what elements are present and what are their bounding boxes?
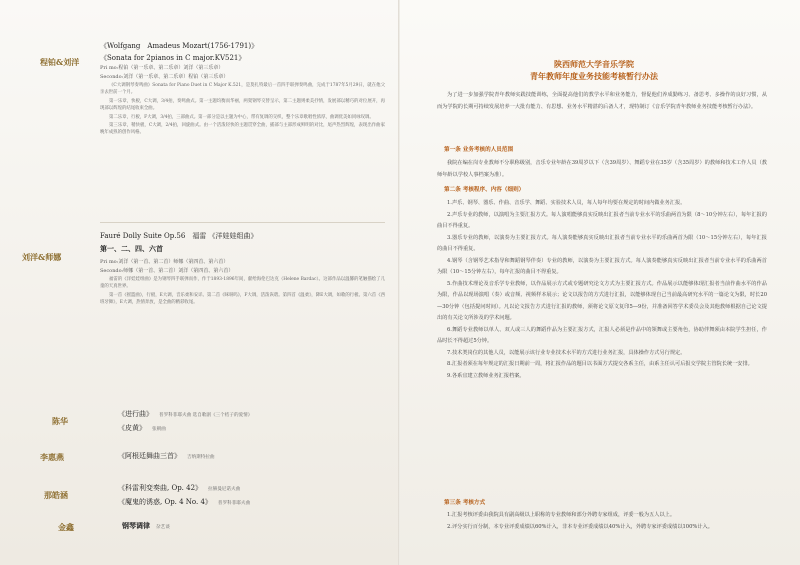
mozart-composer: 《Wolfgang Amadeus Mozart(1756-1791)》	[100, 42, 259, 50]
program-piece	[118, 422, 252, 436]
mozart-primo: Pri mo:程铂（第一乐章、第二乐章）刘洋（第三乐章）	[100, 65, 224, 71]
program-item	[0, 448, 400, 478]
article-3-heading: 第三条 考核方式	[444, 500, 486, 506]
faure-section	[100, 230, 385, 308]
article-1-heading: 第一条 业务考核的人员范围	[444, 147, 514, 153]
program-piece	[122, 520, 170, 534]
article-2-heading: 第二条 考核程序、内容（细则）	[444, 187, 525, 193]
program-piece	[118, 496, 250, 510]
article-2-item: 5.作曲技术理论及音乐学专业教师，以作品展示方式或专题研究论文方式为主要汇报方式。作品展示以能够体现汇报者当前作曲水平的作品为限，作品以现场演唱（奏）或音频、视频样本展示；论文以报告的方式进行汇报，以能够体现自己当前最高研究水平的一篇论文为限，时长20—30分钟（包括提问时间）。凡以论文报告方式进行汇报的教师，须将论文原文复印5—9份，并准备回答学术委员会及其他教师根据自己论文提出的有关论文所涉及的学术问题。	[437, 280, 767, 321]
performers-mozart: 程铂&刘洋	[40, 57, 80, 67]
piece-title: 《皮黄》	[118, 424, 146, 432]
program-performer: 金鑫	[58, 522, 74, 532]
article-3-item: 1.汇报考核评委由我院具有副高级以上职称的专业教师和部分外聘专家组成，评委一般为五人以上。	[447, 512, 676, 518]
program-piece	[118, 482, 250, 496]
mozart-para-1: 《C大调钢琴奏鸣曲》Sonata for Piano Duet in C Major K.521，是莫扎特最后一首四手联弹奏鸣曲，完成于1787年5月29日，就在他父亲去世前一个月。	[100, 83, 385, 96]
article-2-item: 9.各系宜建立教师业务汇报档案。	[447, 372, 525, 379]
mozart-section	[100, 40, 385, 138]
piece-title: 《进行曲》	[118, 410, 153, 418]
program-piece	[118, 450, 215, 464]
piece-composer: 拉赫曼尼诺夫曲	[208, 487, 241, 492]
program-piece	[118, 408, 252, 422]
piece-title: 《阿根廷舞曲三首》	[118, 452, 181, 460]
regulation-header	[464, 58, 724, 82]
piece-composer: 普罗科菲耶夫曲 选自歌剧《三个桔子的爱情》	[159, 413, 253, 418]
piece-title: 钢琴调律	[122, 521, 150, 530]
performers-faure: 刘洋&师娜	[22, 252, 62, 262]
program-item	[0, 482, 400, 512]
institution-name: 陕西师范大学音乐学院	[554, 59, 634, 69]
mozart-para-4: 第三乐章，稍快板，C大调，2/4拍，回旋曲式。由一个活泼轻快的主题贯穿全曲，插部与主部形成鲜明的对比，尾声热烈辉煌，表现出作曲家晚年成熟的创作风格。	[100, 123, 385, 136]
article-2-body	[437, 198, 767, 382]
article-2-item: 2.声乐专业的教师，以演唱为主要汇报方式。每人演唱能够真实反映出汇报者当前专业水平的乐曲两首为限（8～10分钟左右），每年汇报的曲目不得重复。	[437, 211, 767, 229]
piece-title: 《魔鬼的诱惑, Op. 4 No. 4》	[118, 498, 212, 506]
regulation-intro	[437, 90, 767, 113]
program-performer: 那皓涵	[44, 490, 68, 500]
program-item	[0, 408, 400, 438]
piece-title: 《科雷利变奏曲, Op. 42》	[118, 484, 203, 492]
article-3-body	[437, 510, 767, 533]
piece-composer: 张朝曲	[152, 427, 166, 432]
program-performer: 陈华	[52, 416, 68, 426]
divider	[100, 222, 385, 223]
mozart-para-2: 第一乐章，快板，C大调，3/4拍，奏鸣曲式。第一主题均衡而华丽，两架钢琴交替呈示，第二主题则柔美抒情，发展部以精巧的对位展开，再现部以辉煌的结尾收束全曲。	[100, 98, 385, 112]
article-2-item: 3.器乐专业的教师，以演奏为主要汇报方式。每人演奏能够真实反映出汇报者当前专业水平的乐曲两首为限（10～15分钟左右），每年汇报的曲目不得重复。	[437, 234, 767, 252]
faure-title: Fauré Dolly Suite Op.56 福雷 《洋娃娃组曲》	[100, 232, 258, 240]
piece-composer: 杂艺谈	[156, 525, 170, 530]
article-2-item: 1.声乐、钢琴、器乐、作曲、音乐学、舞蹈、实验技术人员，每人每年均要在规定的时间内做业务汇报。	[447, 200, 686, 206]
article-1-text: 我院在编在岗专业教师不分职称级别，音乐专业年龄在39周岁以下（含39周岁）、舞蹈专业在35岁（含35周岁）的教师和技术工作人员（教师年龄以学校人事档案为准）。	[437, 160, 767, 178]
article-2-item: 4.钢琴（含钢琴艺术指导和舞蹈钢琴伴奏）专业的教师，以演奏为主要汇报方式。每人演奏能够真实反映出汇报者当前专业水平的乐曲两首为限（10～15分钟左右），每年汇报的曲目不得重复。	[437, 257, 767, 275]
article-2-item: 7.技术类岗位的其他人员，以能展示该行业专业技术水平的方式进行业务汇报，具体操作方式另行规定。	[447, 349, 686, 356]
mozart-title: 《Sonata for 2pianos in C major.KV521》	[100, 54, 246, 62]
faure-para-2: 第一首《摇篮曲》，行板，E大调，音乐柔和安详。第二首《咪呀呜》，F大调，活泼诙谐。第四首《温柔》，降E大调，如歌的行板。第六首《西班牙舞》，E大调，热情奔放，是全曲的精彩收尾。	[100, 292, 385, 306]
article-2-item: 8.汇报者须在每年规定的汇报日期前一周，将汇报作品的题目以书面方式提交各系主任，由系主任认可后报交学院主管院长统一安排。	[447, 361, 753, 367]
mozart-para-3: 第二乐章，行板，F大调，3/4拍，三部曲式。第一部分是以主题为中心，带有复调的交织，整个乐章歌唱性浓厚，曲调优美如同咏叹调。	[109, 114, 374, 120]
piece-composer: 吉纳斯特拉曲	[187, 455, 215, 460]
piece-composer: 普罗科菲耶夫曲	[217, 501, 251, 506]
faure-primo: Pri mo:刘洋（第一首、第二首）师娜（第四首、第六首）	[100, 259, 229, 265]
document-title: 青年教师年度业务技能考核暂行办法	[530, 71, 658, 81]
article-3-item: 2.评分实行百分制，本专业评委成绩以60%计入，非本专业评委成绩以40%计入，外聘专家评委成绩以100%计入。	[447, 523, 713, 530]
article-2-item: 6.舞蹈专业教师以单人、双人或三人的舞蹈作品为主要汇报方式，汇报人必须是作品中的领舞或主要角色，协助伴舞须由本院学生担任，作品时长不得超过5分钟。	[437, 326, 767, 344]
article-1-body	[437, 158, 767, 181]
faure-movements: 第一、二、四、六首	[100, 244, 163, 253]
program-item	[0, 516, 400, 546]
program-performer: 李惠燕	[40, 452, 64, 462]
faure-secondo: Secondo:师娜（第一首、第二首）刘洋（第四首、第六首）	[100, 268, 234, 274]
intro-text: 为了进一步加强学院青年教师实践技能训练，全面提高他们的教学水平和业务能力，督促他们养成勤练习、备思考、多操作的良好习惯，从而为学院的长期可持续发展培养一大批有能力、有思想、业务水平精湛的后备人才，现特制订《音乐学院青年教师业务技能考核暂行办法》。	[437, 92, 767, 110]
mozart-secondo: Secondo:刘洋（第一乐章、第二乐章）程铂（第三乐章）	[100, 74, 229, 80]
faure-para-1: 福雷的《洋娃娃组曲》是为钢琴四手联弹而作，作于1893-1896年间，献给海伦巴达克（Helene Bardac）。这部作品以温馨的笔触描绘了儿童的天真世界。	[100, 277, 385, 290]
